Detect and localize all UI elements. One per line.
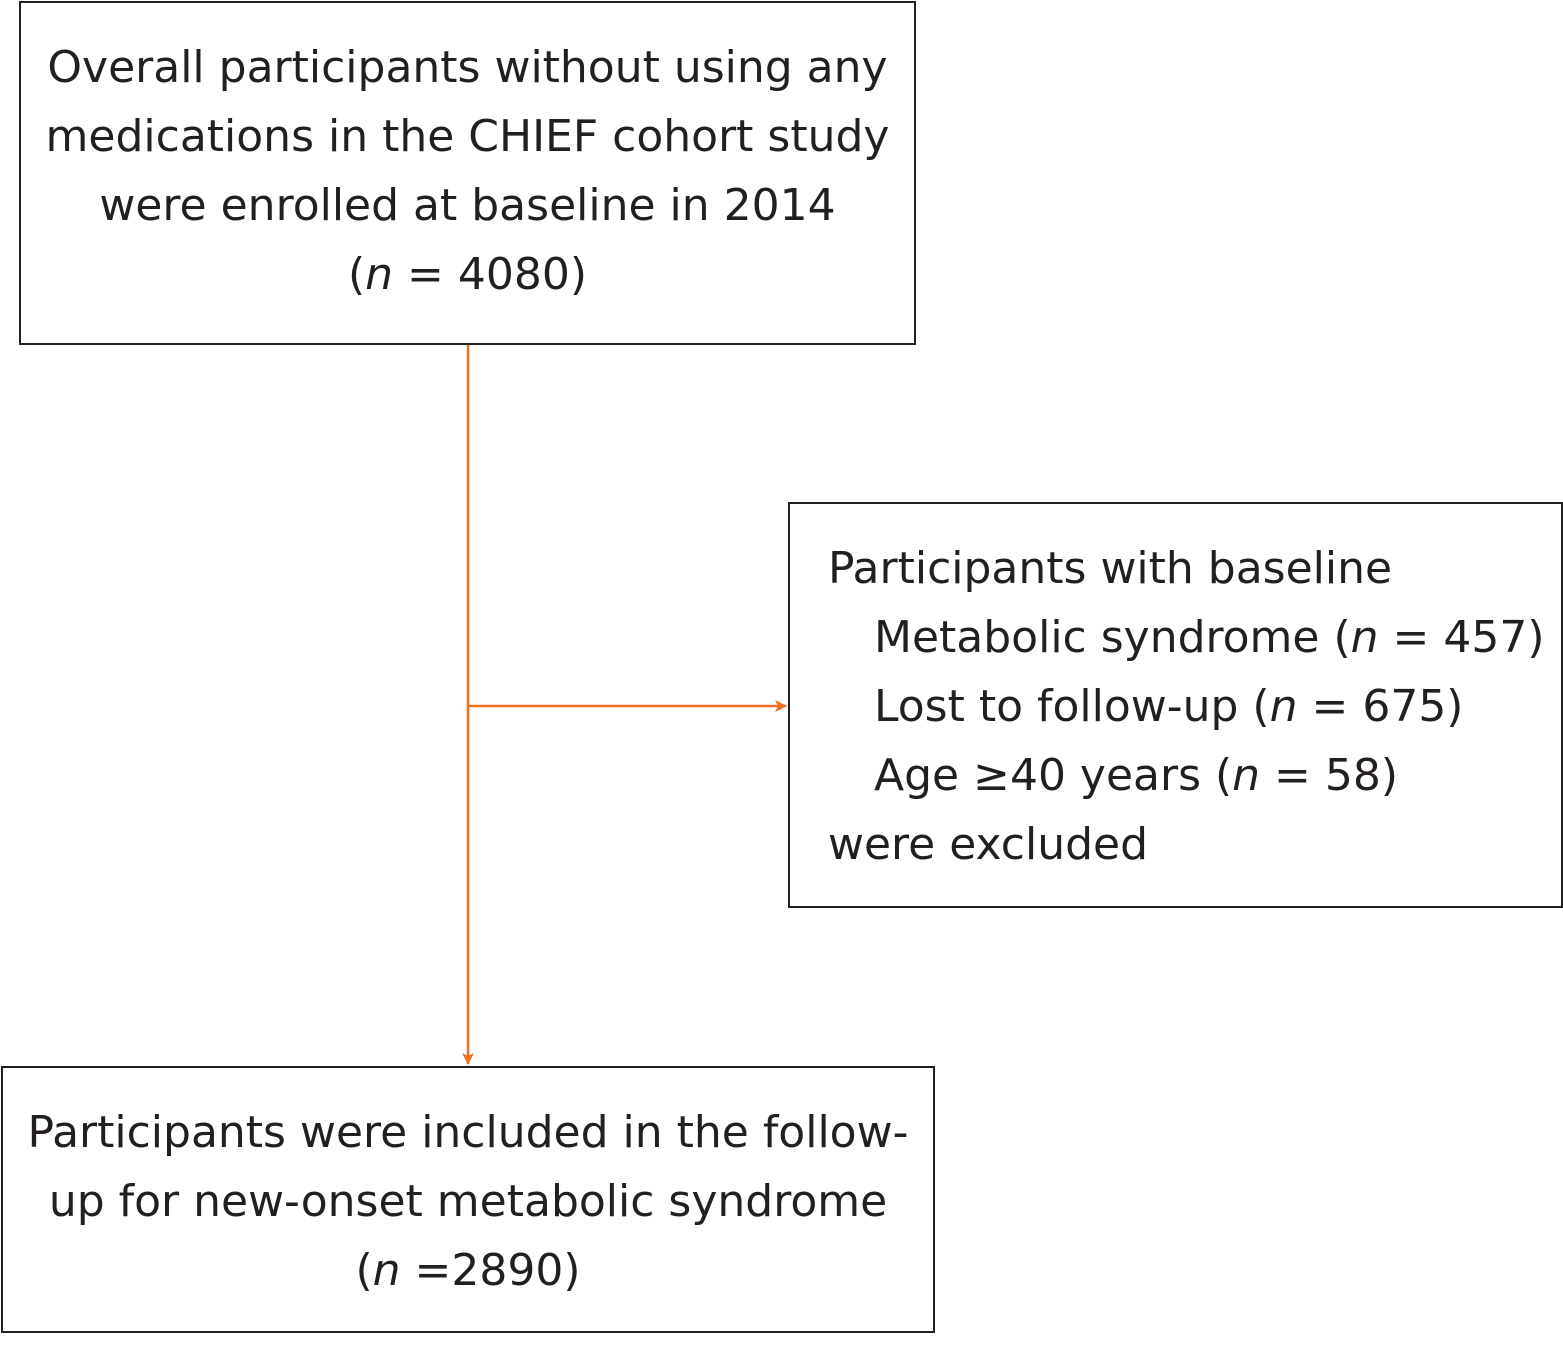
exclusion-footer: were excluded: [828, 819, 1149, 870]
included-box: [1, 1066, 935, 1333]
enrollment-count: (n = 4080): [347, 249, 588, 300]
exclusion-header: Participants with baseline: [828, 543, 1393, 594]
enrollment-text: [21, 33, 914, 309]
exclusion-box: [788, 502, 1563, 908]
exclusion-item-metabolic-syndrome: Metabolic syndrome (n = 457): [874, 612, 1545, 663]
exclusion-item-age: Age ≥40 years (n = 58): [874, 750, 1399, 801]
exclusion-text: [828, 534, 1551, 879]
included-line-1: Participants were included in the follow-: [27, 1107, 909, 1158]
enrollment-line-3: were enrolled at baseline in 2014: [99, 180, 836, 231]
enrollment-line-2: medications in the CHIEF cohort study: [45, 111, 890, 162]
enrollment-line-1: Overall participants without using any: [47, 42, 888, 93]
exclusion-item-lost-to-follow-up: Lost to follow-up (n = 675): [874, 681, 1464, 732]
included-count: (n =2890): [355, 1245, 581, 1296]
enrollment-box: [19, 1, 916, 345]
included-text: [3, 1098, 933, 1305]
included-line-2: up for new-onset metabolic syndrome: [48, 1176, 888, 1227]
